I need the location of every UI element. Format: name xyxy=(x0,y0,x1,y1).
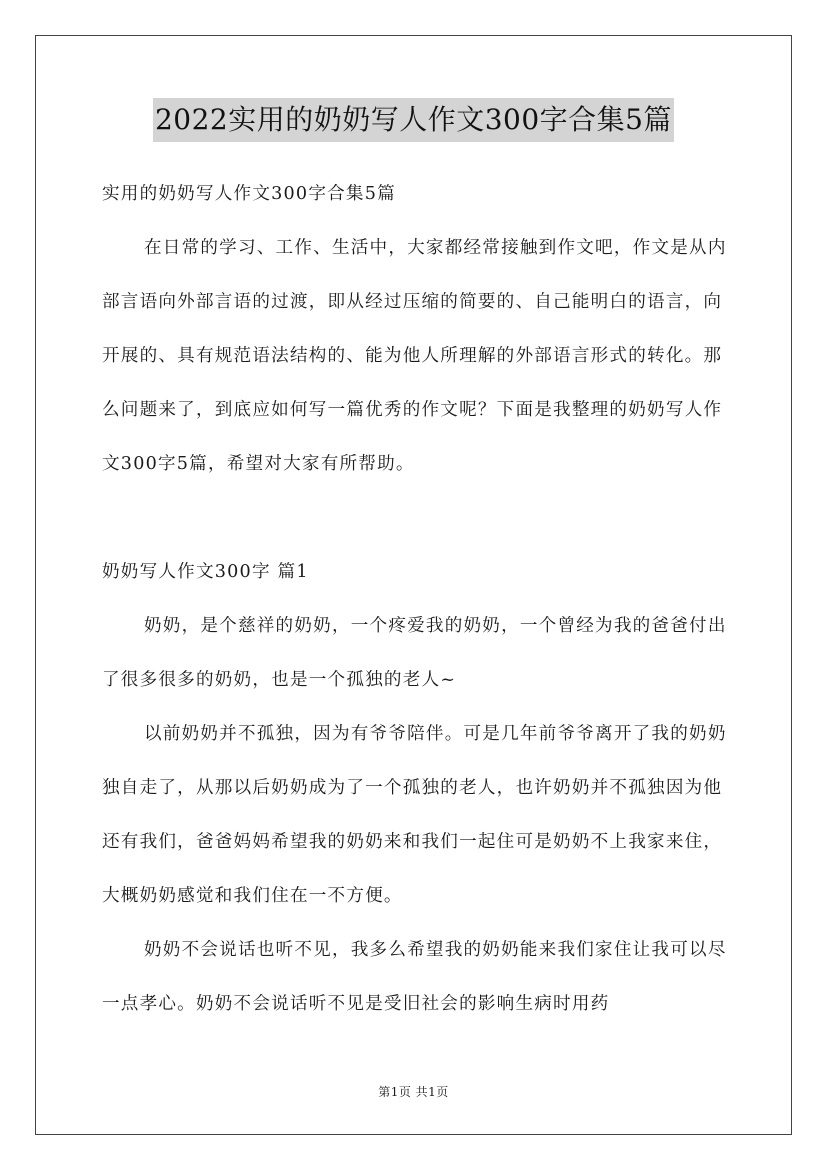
body-paragraph-1: 奶奶，是个慈祥的奶奶，一个疼爱我的奶奶，一个曾经为我的爸爸付出了很多很多的奶奶，也是一个孤独的老人~ xyxy=(102,616,727,690)
intro-paragraph: 在日常的学习、工作、生活中，大家都经常接触到作文吧，作文是从内部言语向外部言语的过渡，即从经过压缩的简要的、自己能明白的语言，向开展的、具有规范语法结构的、能为他人所理解的外部语言形式的转化。那么问题来了，到底应如何写一篇优秀的作文呢？下面是我整理的奶奶写人作文300字5篇，希望对大家有所帮助。 xyxy=(102,238,727,474)
title-container xyxy=(0,98,827,142)
document-title: 2022实用的奶奶写人作文300字合集5篇 xyxy=(153,98,674,142)
body-paragraph-3: 奶奶不会说话也听不见，我多么希望我的奶奶能来我们家住让我可以尽一点孝心。奶奶不会说话听不见是受旧社会的影响生病时用药 xyxy=(102,940,727,1014)
body-paragraph-2: 以前奶奶并不孤独，因为有爷爷陪伴。可是几年前爷爷离开了我的奶奶独自走了，从那以后奶奶成为了一个孤独的老人，也许奶奶并不孤独因为他还有我们，爸爸妈妈希望我的奶奶来和我们一起住可是奶奶不上我家来住，大概奶奶感觉和我们住在一不方便。 xyxy=(102,724,727,906)
section-heading: 奶奶写人作文300字 篇1 xyxy=(102,562,309,582)
document-subtitle: 实用的奶奶写人作文300字合集5篇 xyxy=(102,184,396,204)
page-footer: 第1页 共1页 xyxy=(378,1085,449,1099)
